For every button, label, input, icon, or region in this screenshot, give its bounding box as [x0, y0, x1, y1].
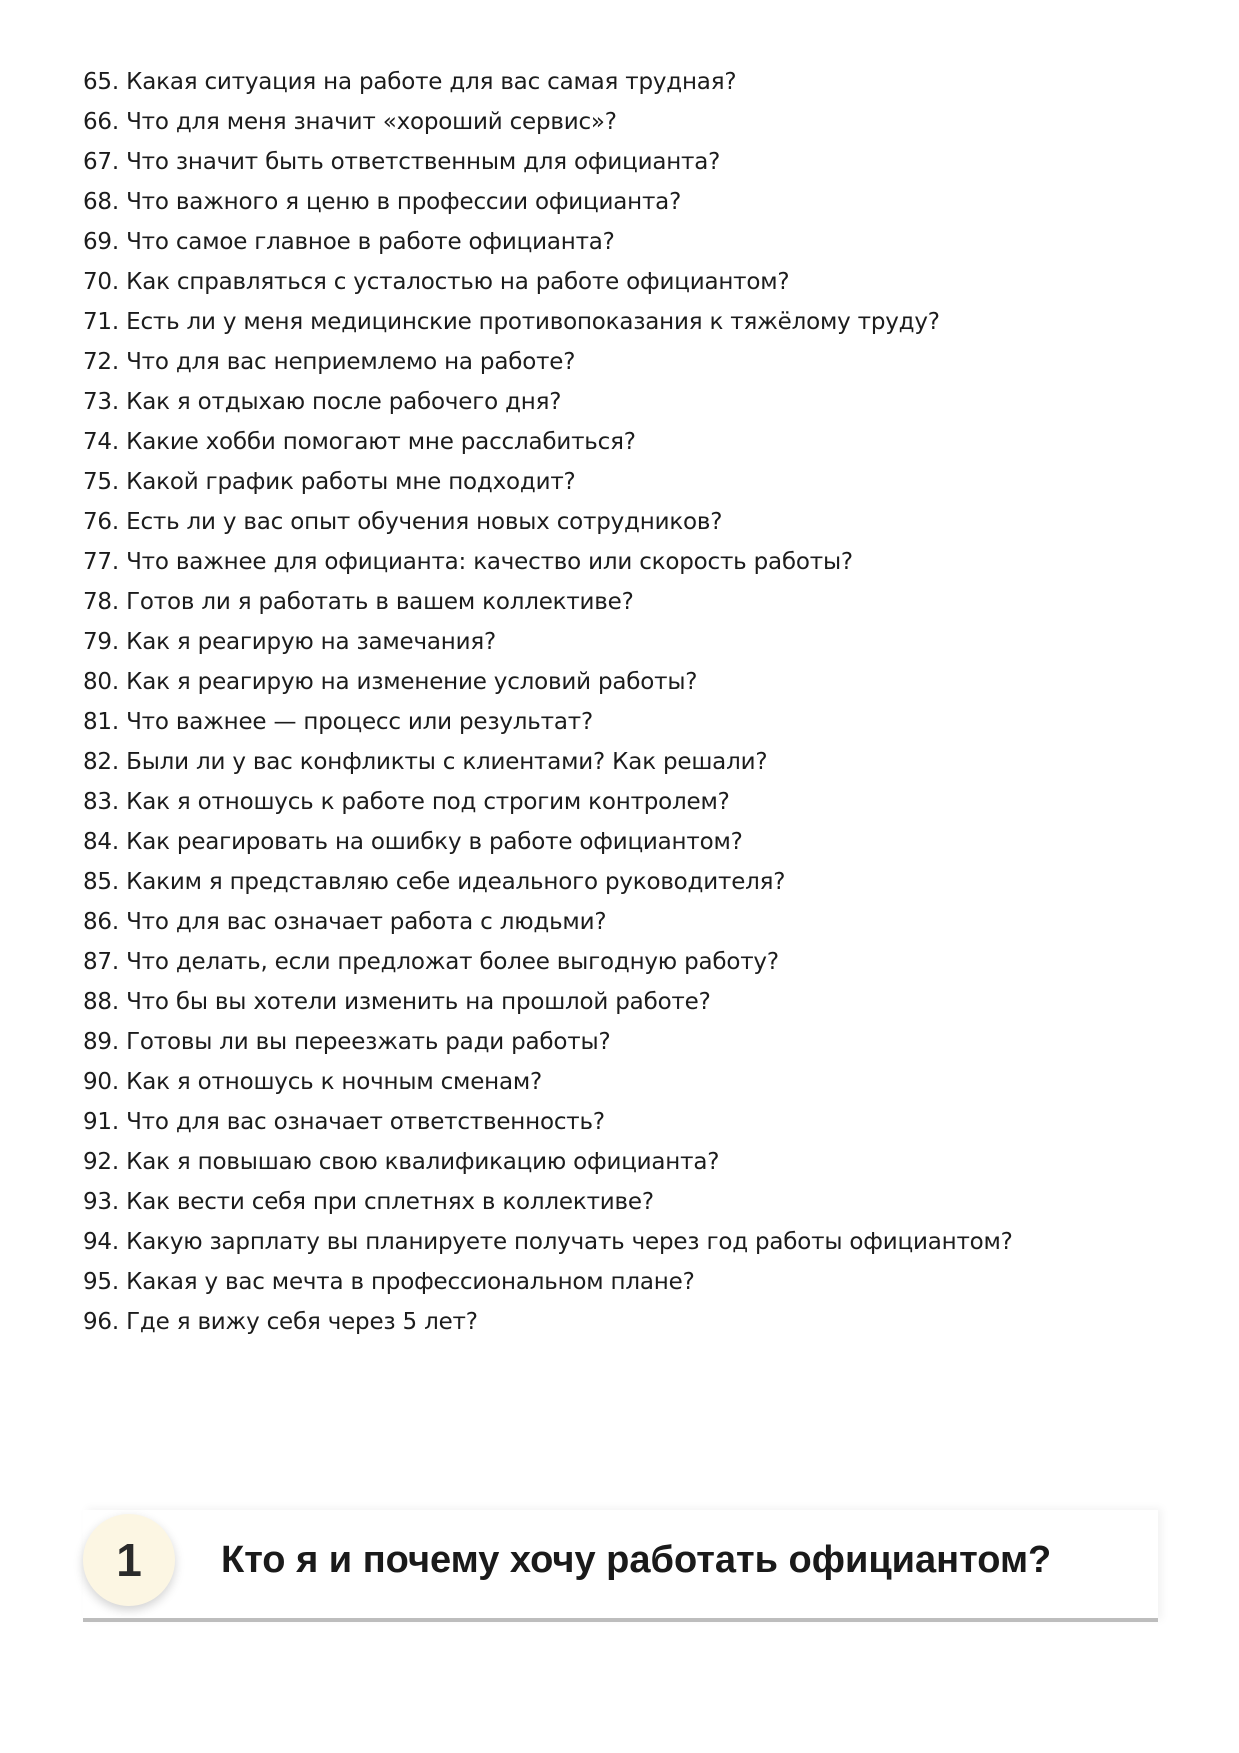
question-item: [83, 1222, 1013, 1262]
question-number: 90.: [83, 1069, 119, 1095]
question-text: Есть ли у меня медицинские противопоказания к тяжёлому труду?: [126, 309, 940, 335]
question-number: 82.: [83, 749, 119, 775]
question-item: [83, 382, 1013, 422]
question-number: 76.: [83, 509, 119, 535]
question-number: 74.: [83, 429, 119, 455]
question-text: Как я отдыхаю после рабочего дня?: [126, 389, 562, 415]
question-item: [83, 822, 1013, 862]
question-item: [83, 1182, 1013, 1222]
question-number: 73.: [83, 389, 119, 415]
question-item: [83, 1102, 1013, 1142]
question-number: 68.: [83, 189, 119, 215]
question-text: Какие хобби помогают мне расслабиться?: [126, 429, 636, 455]
question-number: 79.: [83, 629, 119, 655]
question-number: 80.: [83, 669, 119, 695]
question-number: 93.: [83, 1189, 119, 1215]
section-divider: [83, 1618, 1158, 1622]
question-text: Каким я представляю себе идеального руководителя?: [126, 869, 786, 895]
question-item: [83, 302, 1013, 342]
question-text: Как вести себя при сплетнях в коллективе?: [126, 1189, 654, 1215]
question-text: Как я повышаю свою квалификацию официанта?: [126, 1149, 720, 1175]
question-text: Как я отношусь к работе под строгим контролем?: [126, 789, 730, 815]
question-text: Как я отношусь к ночным сменам?: [126, 1069, 543, 1095]
question-number: 84.: [83, 829, 119, 855]
question-item: [83, 1302, 1013, 1342]
question-text: Есть ли у вас опыт обучения новых сотрудников?: [126, 509, 723, 535]
section-number-badge: 1: [83, 1514, 175, 1606]
question-text: Что значит быть ответственным для официанта?: [126, 149, 721, 175]
question-item: [83, 982, 1013, 1022]
questions-list: [83, 62, 1013, 1342]
question-text: Где я вижу себя через 5 лет?: [126, 1309, 478, 1335]
question-text: Какая у вас мечта в профессиональном плане?: [126, 1269, 695, 1295]
question-number: 89.: [83, 1029, 119, 1055]
question-item: [83, 1022, 1013, 1062]
question-number: 91.: [83, 1109, 119, 1135]
question-text: Что самое главное в работе официанта?: [126, 229, 615, 255]
question-item: [83, 422, 1013, 462]
question-item: [83, 1142, 1013, 1182]
question-item: [83, 1262, 1013, 1302]
question-item: [83, 262, 1013, 302]
question-text: Что важнее — процесс или результат?: [126, 709, 593, 735]
question-number: 94.: [83, 1229, 119, 1255]
question-item: [83, 102, 1013, 142]
question-text: Были ли у вас конфликты с клиентами? Как решали?: [126, 749, 768, 775]
question-text: Как реагировать на ошибку в работе официантом?: [126, 829, 743, 855]
question-item: [83, 502, 1013, 542]
question-number: 83.: [83, 789, 119, 815]
question-number: 95.: [83, 1269, 119, 1295]
question-item: [83, 342, 1013, 382]
question-number: 85.: [83, 869, 119, 895]
question-item: [83, 702, 1013, 742]
section-header: [83, 1510, 1158, 1622]
question-item: [83, 182, 1013, 222]
question-text: Как я реагирую на изменение условий работы?: [126, 669, 698, 695]
question-number: 69.: [83, 229, 119, 255]
question-text: Какая ситуация на работе для вас самая трудная?: [126, 69, 737, 95]
question-text: Что для вас неприемлемо на работе?: [126, 349, 576, 375]
question-text: Готовы ли вы переезжать ради работы?: [126, 1029, 611, 1055]
question-item: [83, 222, 1013, 262]
question-item: [83, 462, 1013, 502]
question-text: Что делать, если предложат более выгодную работу?: [126, 949, 779, 975]
question-number: 66.: [83, 109, 119, 135]
question-number: 81.: [83, 709, 119, 735]
question-text: Какую зарплату вы планируете получать через год работы официантом?: [126, 1229, 1013, 1255]
question-text: Что для вас означает ответственность?: [126, 1109, 605, 1135]
question-text: Как справляться с усталостью на работе официантом?: [126, 269, 790, 295]
question-number: 96.: [83, 1309, 119, 1335]
question-number: 70.: [83, 269, 119, 295]
question-number: 75.: [83, 469, 119, 495]
question-number: 72.: [83, 349, 119, 375]
question-text: Готов ли я работать в вашем коллективе?: [126, 589, 634, 615]
question-item: [83, 62, 1013, 102]
question-item: [83, 662, 1013, 702]
question-number: 77.: [83, 549, 119, 575]
question-item: [83, 142, 1013, 182]
question-number: 67.: [83, 149, 119, 175]
question-text: Что для вас означает работа с людьми?: [126, 909, 607, 935]
question-number: 86.: [83, 909, 119, 935]
question-text: Как я реагирую на замечания?: [126, 629, 497, 655]
question-item: [83, 742, 1013, 782]
question-number: 87.: [83, 949, 119, 975]
question-number: 65.: [83, 69, 119, 95]
question-item: [83, 902, 1013, 942]
question-item: [83, 942, 1013, 982]
question-text: Какой график работы мне подходит?: [126, 469, 576, 495]
question-number: 88.: [83, 989, 119, 1015]
question-item: [83, 862, 1013, 902]
question-item: [83, 542, 1013, 582]
question-number: 92.: [83, 1149, 119, 1175]
question-text: Что для меня значит «хороший сервис»?: [126, 109, 617, 135]
question-text: Что важнее для официанта: качество или скорость работы?: [126, 549, 853, 575]
question-item: [83, 782, 1013, 822]
question-item: [83, 1062, 1013, 1102]
question-number: 71.: [83, 309, 119, 335]
question-text: Что важного я ценю в профессии официанта?: [126, 189, 682, 215]
question-item: [83, 582, 1013, 622]
section-title: Кто я и почему хочу работать официантом?: [221, 1539, 1052, 1581]
question-text: Что бы вы хотели изменить на прошлой работе?: [126, 989, 711, 1015]
question-number: 78.: [83, 589, 119, 615]
question-item: [83, 622, 1013, 662]
